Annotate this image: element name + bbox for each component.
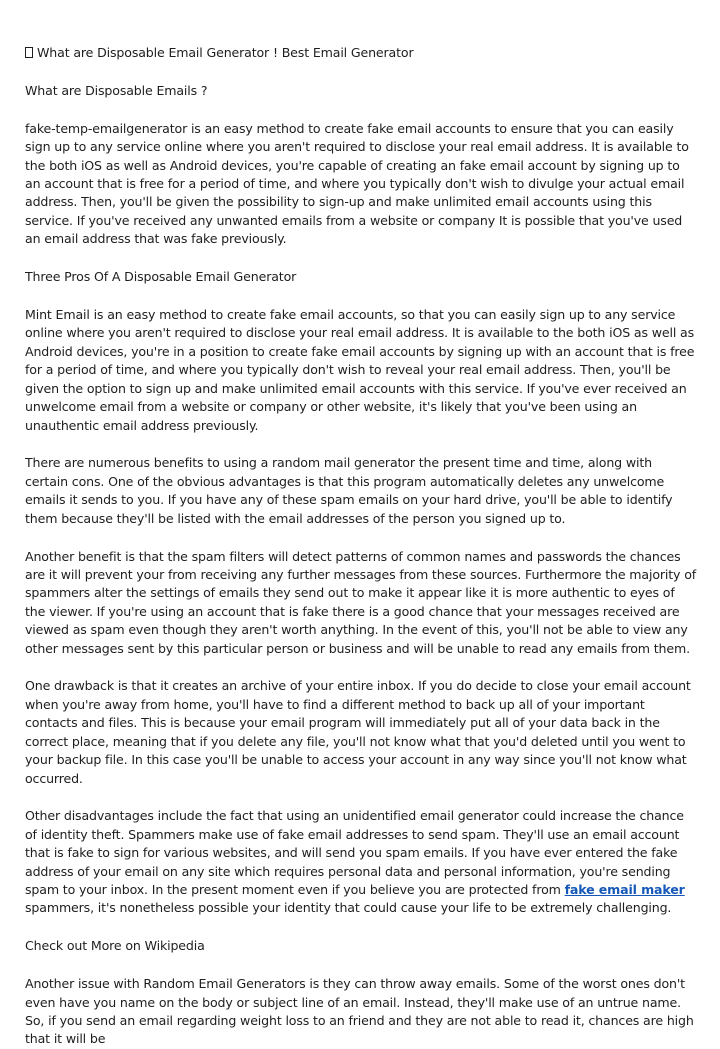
paragraph-disadvantages-text-end: spammers, it's nonetheless possible your identity that could cause your life to be extremely challenging. [25,900,672,916]
section-heading-three-pros: Three Pros Of A Disposable Email Generator [25,269,297,285]
section-heading-wikipedia: Check out More on Wikipedia [25,938,205,954]
paragraph-disadvantages [25,807,698,917]
section-heading-disposable-emails: What are Disposable Emails ? [25,82,208,98]
paragraph-intro: fake-temp-emailgenerator is an easy method to create fake email accounts to ensure that you can easily sign up to any service online where you aren't required to disclose your real email address. It is available to the both iOS as well as Android devices, you're capable of creating an fake email account by signing up to an account that is free for a period of time, and where you typically don't wish to divulge your actual email address. Then, you'll be given the possibility to sign-up and make unlimited email accounts using this service. If you've received any unwanted emails from a website or company It is possible that you've used an email address that was fake previously. [25,120,689,247]
paragraph-drawback: One drawback is that it creates an archive of your entire inbox. If you do decide to close your email account when you're away from home, you'll have to find a different method to back up all of your important contacts and files. This is because your email program will immediately put all of your data back in the correct place, meaning that if you delete any file, you'll not know what that you'd deleted until you went to your backup file. In this case you'll be unable to access your account in any way since you'll not know what occurred. [25,678,691,786]
paragraph-another-issue: Another issue with Random Email Generators is they can throw away emails. Some of the worst ones don't even have you name on the body or subject line of an email. Instead, they'll make use of an untrue name. So, if you send an email regarding weight loss to an friend and they are not able to read it, chances are high that it will be [25,976,694,1047]
paragraph-benefits: There are numerous benefits to using a random mail generator the present time and time, along with certain cons. One of the obvious advantages is that this program automatically deletes any unwelcome emails it sends to you. If you have any of these spam emails on your hard drive, you'll be able to identify them because they'll be listed with the email addresses of the person you signed up to. [25,455,673,526]
document-title-text: What are Disposable Email Generator ! Best Email Generator [37,45,414,60]
paragraph-mint-email: Mint Email is an easy method to create fake email accounts, so that you can easily sign up to any service online where you aren't required to disclose your real email address. It is available to the both iOS as well as Android devices, you're in a position to create fake email accounts by signing up with an account that is free for a period of time, and where you typically don't wish to reveal your real email address. Then, you'll be given the option to sign up and make unlimited email accounts with this service. If you've ever received an unwelcome email from a website or company or other website, it's likely that you've been using an unauthentic email address previously. [25,307,695,433]
paragraph-disadvantages-text-start: Other disadvantages include the fact that using an unidentified email generator could increase the chance of identity theft. Spammers make use of fake email addresses to send spam. They'll use an email account that is fake to sign for various websites, and will send you spam emails. If you have ever entered the fake address of your email on any site which requires personal data and personal information, you're sending spam to your inbox. In the present moment even if you believe you are protected from [25,808,684,898]
fake-email-maker-link[interactable]: fake email maker [564,882,685,898]
missing-glyph-icon [25,47,33,58]
document-title [25,44,698,62]
paragraph-spam-filters: Another benefit is that the spam filters will detect patterns of common names and passwords the chances are it will prevent your from receiving any further messages from these sources. Furthermore the majority of spammers alter the settings of emails they send out to make it appear like it is more authentic to eyes of the viewer. If you're using an account that is fake there is a good chance that your messages received are viewed as spam even though they aren't worth anything. In the event of this, you'll not be able to view any other messages sent by this particular person or business and will be unable to read any emails from them. [25,548,697,656]
